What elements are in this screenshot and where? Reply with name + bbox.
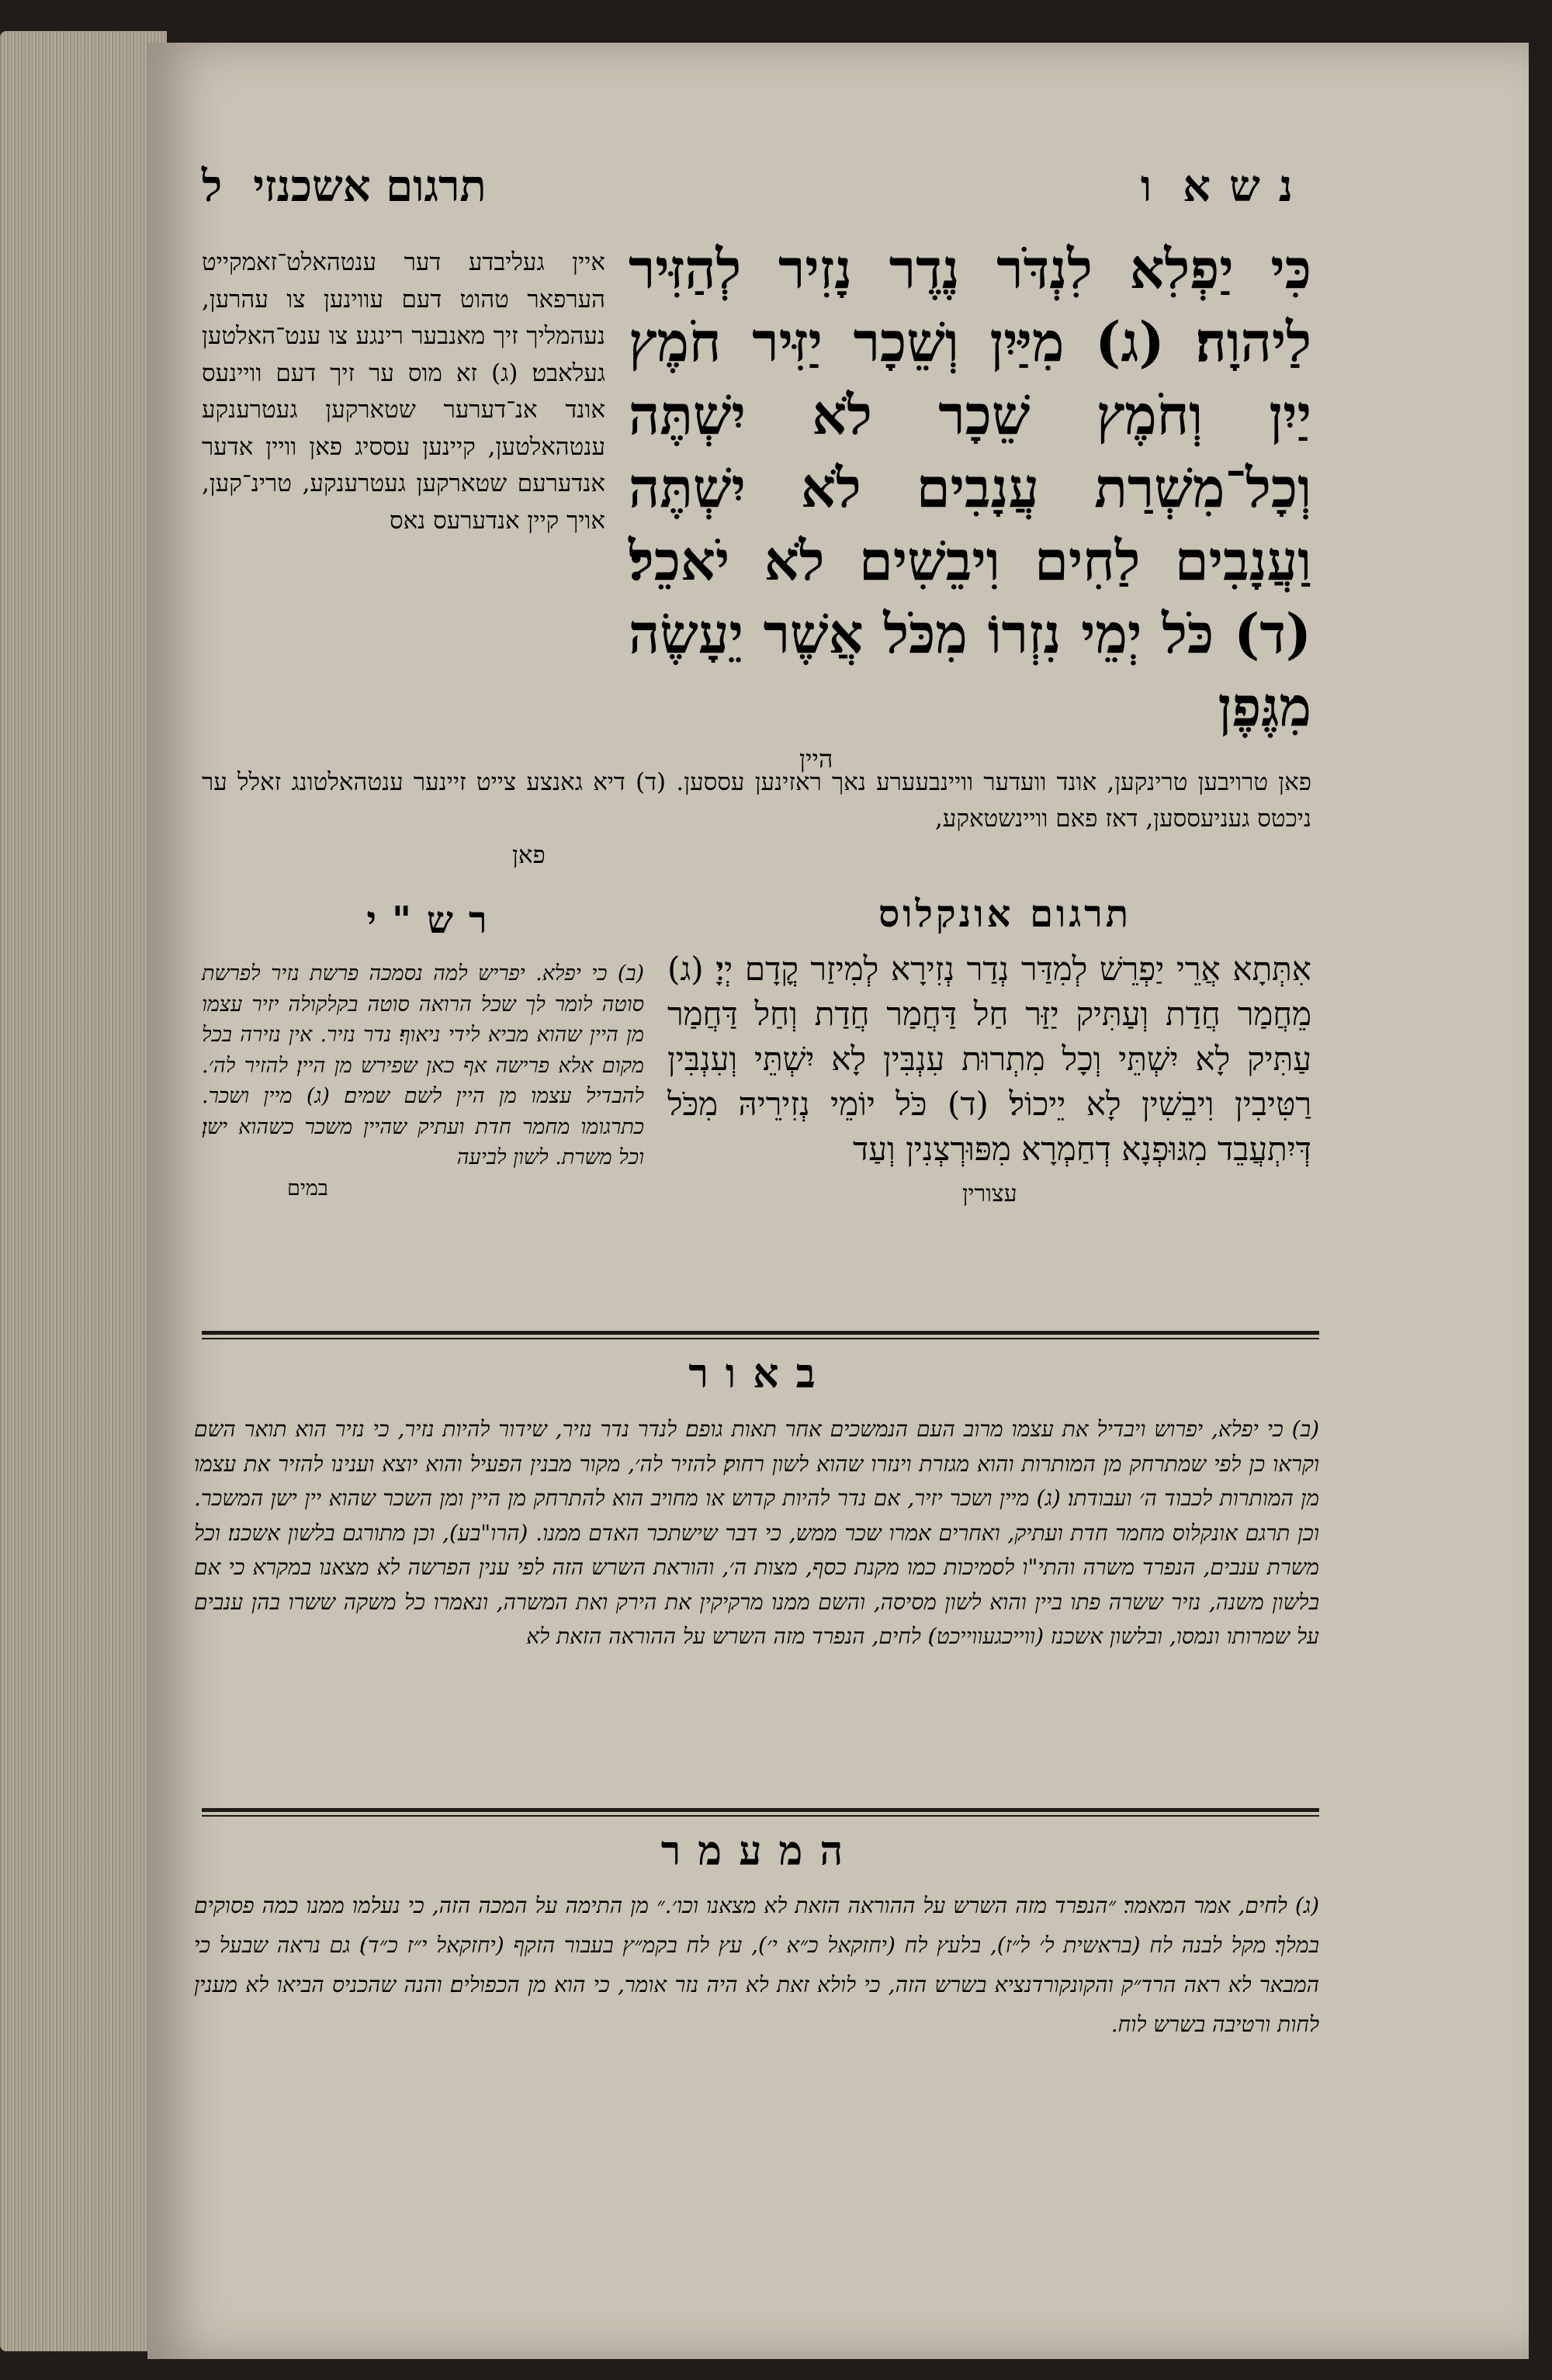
rashi-title: רש"י bbox=[366, 899, 503, 942]
biur-commentary: (ב) כי יפלא, יפרוש ויבדיל את עצמו מרוב העם הנמשכים אחר תאות גופם׃ לנדר נדר נזיר, שידור להיות נזיר, כי נזיר הוא תואר השם וקראו כן לפי שמתרחק מן המותרות והוא מגזרת וינזרו שהוא לשון רחוק׃ להזיר לה׳, מקור מבנין הפעיל והוא יוצא וענינו להזיר את עצמו מן המותרות לכבוד ה׳ ועבודתו׃ (ג) מיין ושכר יזיר, אם נדר להיות קדוש או מחויב הוא להתרחק מן היין ומן השכר שהוא יין ישן המשכר. וכן תרגם אונקלוס מחמר חדת ועתיק, ואחרים אמרו שכר ממש, כי דבר שישתכר האדם ממנו. (הרו"בע), וכן מתורגם בלשון אשכנז׃ וכל משרת ענבים, הנפרד משרה והתי"ו לסמיכות כמו מקנת כסף, מצות ה׳, והוראת השרש הזה לפי ענין הפרשה לא מצאנו במקרא כי אם בלשון משנה, נזיר ששרה פתו ביין והוא לשון מסיסה, והשם ממנו מרקיקין את הירק ואת המשרה, ונאמרו כל משקה ששרו בהן ענבים על שמרותו ונמסו, ובלשון אשכנז (ווייכגעווייכט)׃ לחים, הנפרד מזה השרש על ההוראה הזאת לא bbox=[194, 1416, 1319, 1649]
rashi-column bbox=[202, 958, 644, 1204]
verse-catchword: היין bbox=[799, 744, 833, 774]
section-divider-thin bbox=[202, 1338, 1319, 1339]
biur-title: באור bbox=[688, 1350, 833, 1398]
running-header bbox=[202, 155, 1311, 217]
page-edges bbox=[0, 31, 167, 2351]
rashi-catchword: במים bbox=[287, 1176, 328, 1200]
parsha-name: נשא bbox=[1183, 161, 1311, 212]
header-right bbox=[1141, 161, 1311, 212]
rashi-text: (ב) כי יפלא. יפריש למה נסמכה פרשת נזיר לפרשת סוטה לומר לך שכל הרואה סוטה בקלקולה יזיר עצמו מן היין שהוא מביא לידי ניאוף׃ נדר נזיר. אין נזירה בכל מקום אלא פרישה אף כאן שפירש מן היין׃ להזיר לה׳. להבדיל עצמו מן היין לשם שמים׃ (ג) מיין ושכר. כתרגומו מחמר חדת ועתיק שהיין משכר כשהוא ישן׃ וכל משרת. לשון לביעה bbox=[202, 961, 644, 1169]
hameamer-commentary: (ג) לחים, אמר המאמר׃ ״הנפרד מזה השרש על ההוראה הזאת לא מצאנו וכו׳.״ מן התימה על המכה הזה, כי נעלמו ממנו כמה פסוקים במלך׃ מקל לבנה לח (בראשית ל׳ ל״ז), בלעץ לח (יחזקאל כ״א י׳), עץ לח בקמ״ץ בעבור הזקף (יחזקאל י״ז כ״ד)׃ גם נראה שבעל כי המבאר לא ראה הרד״ק והקונקורדנציא בשרש הזה, כי לולא זאת לא היה נזר אומר, כי הוא מן הכפולים׃ והנה שהכניס הביאו לא מענין לחות ורטיבה בשרש לוח. bbox=[194, 1893, 1319, 2037]
yiddish-continuation-text: פאן טרויבען טרינקען, אונד וועדער וויינבעערע נאך ראזינען עססען. (ד) דיא גאנצע צייט זיינער ענטהאלטונג זאלל ער ניכטס געניעססען, דאז פאם וויינשטאקע, bbox=[202, 768, 1311, 833]
yiddish-translation-column: איין געליבדע דער ענטהאלט־זאמקייט הערפאר טהוט דעם עווינען צו עהרען, נעהמליך זיך מאנבער רינגע צו ענט־האלטען געלאבט׃ (ג) זא מוס ער זיך דעם וויינעס אונד אנ־דערער שטארקען געטרענקע ענטהאלטען, קיינען עססיג פאן וויין אדער אנדערעם שטארקען געטרענקע, טרינ־קען, אויך קיין אנדערעס נאס bbox=[202, 248, 605, 535]
onkelos-text: אִתְּתָא אֲרֵי יַפְרֵשׁ לְמִדַּר נְדַר נְזִירָא לְמִיזַר קֳדָם יְיָ׃ (ג) מֵחֲמַר חֲדַת וְעַתִּיק יַזַּר חַל דַּחֲמַר חֲדַת וְחַל דַּחֲמַר עַתִּיק לָא יִשְׁתֵּי וְכָל מִתְרוּת עִנְבִּין לָא יִשְׁתֵּי וְעִנְבִּין רַטִּיבִין וִיבֵשִׁין לָא יֵיכוֹל׃ (ד) כֹּל יוֹמֵי נְזִירֵיהּ מִכֹּל דְּיִתְעֲבֵד מִגּוּפְנָא דְחַמְרָא מִפּוּרְצְנִין וְעַד bbox=[667, 950, 1311, 1168]
torah-verse-block bbox=[629, 233, 1311, 774]
hameamer-title: המעמר bbox=[660, 1827, 861, 1875]
onkelos-column bbox=[667, 947, 1311, 1217]
verse-text: כִּי יַפְלִא לִנְדֹּר נֶדֶר נָזִיר לְהַזִּיר לַיהוָה׃ (ג) מִיַּיִן וְשֵׁכָר יַזִּיר חֹמֶץ יַיִן וְחֹמֶץ שֵׁכָר לֹא יִשְׁתֶּה וְכָל־מִשְׁרַת עֲנָבִים לֹא יִשְׁתֶּה וַעֲנָבִים לַחִים וִיבֵשִׁים לֹא יֹאכֵל׃ (ד) כֹּל יְמֵי נִזְרוֹ מִכֹּל אֲשֶׁר יֵעָשֶׂה מִגֶּפֶן bbox=[629, 237, 1311, 739]
section-divider bbox=[202, 1808, 1319, 1812]
section-divider-thin bbox=[202, 1815, 1319, 1817]
yiddish-catchword: פאן bbox=[512, 841, 546, 869]
header-left bbox=[202, 161, 487, 212]
yiddish-translation-continuation bbox=[202, 764, 1311, 874]
section-divider bbox=[202, 1331, 1319, 1335]
onkelos-catchword: עצורין bbox=[962, 1180, 1017, 1207]
page-letter: ל bbox=[202, 161, 223, 212]
chapter-number: ו bbox=[1140, 161, 1152, 212]
yiddish-title: תרגום אשכנזי bbox=[253, 161, 487, 212]
onkelos-title: תרגום אונקלוס bbox=[878, 892, 1132, 936]
